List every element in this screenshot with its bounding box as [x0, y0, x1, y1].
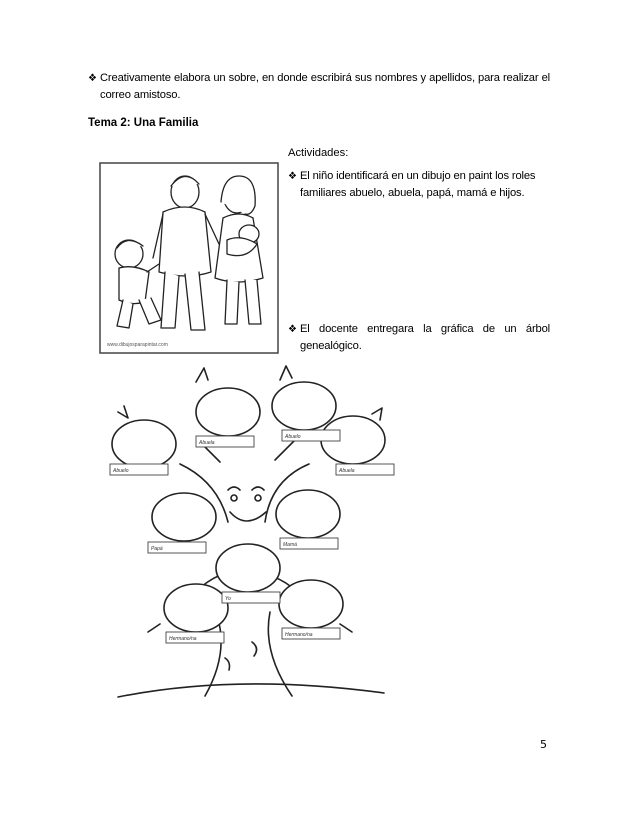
label-abuela-right: Abuela [339, 468, 355, 474]
tree-oval-hermano-left [164, 584, 228, 632]
label-hermano-left: Hermano/na [169, 636, 197, 642]
tree-oval-papa [152, 493, 216, 541]
activities-heading: Actividades: [288, 147, 349, 159]
intro-bullet-line1: Creativamente elabora un sobre, en donde escribirá sus nombres y apellidos, para realizar el [100, 72, 550, 84]
label-papa: Papá [151, 546, 163, 552]
intro-bullet [88, 70, 550, 104]
activity-item-1-line2: familiares abuelo, abuela, papá, mamá e hijos. [300, 187, 525, 199]
tree-oval-abuela-left [196, 388, 260, 436]
tree-oval-mama [276, 490, 340, 538]
label-mama: Mamá [283, 542, 297, 548]
intro-bullet-line2: correo amistoso. [100, 89, 181, 101]
bullet-diamond-icon: ❖ [88, 73, 97, 84]
tree-oval-yo [216, 544, 280, 592]
label-yo: Yo [225, 596, 231, 602]
bullet-diamond-icon: ❖ [288, 171, 297, 182]
label-abuelo-right: Abuelo [285, 434, 301, 440]
activity-item-2-line1: El docente entregara la gráfica de un árbol [300, 323, 550, 335]
activity-item-2-line2: genealógico. [300, 340, 362, 352]
label-abuelo-left: Abuelo [113, 468, 129, 474]
tree-oval-hermano-right [279, 580, 343, 628]
bullet-diamond-icon: ❖ [288, 324, 297, 335]
family-drawing-watermark: www.dibujosparapintar.com [107, 342, 168, 348]
activity-item-1-line1: El niño identificará en un dibujo en paint los roles [300, 170, 536, 182]
family-drawing [99, 162, 279, 354]
page-number: 5 [540, 738, 547, 751]
label-hermano-right: Hermano/na [285, 632, 313, 638]
activity-item-2 [288, 321, 550, 355]
activity-item-1 [288, 168, 550, 202]
tree-oval-abuelo-left [112, 420, 176, 468]
tree-oval-abuelo-right [272, 382, 336, 430]
label-abuela-left: Abuela [199, 440, 215, 446]
family-tree-drawing [100, 362, 395, 722]
section-title: Tema 2: Una Familia [88, 117, 199, 129]
